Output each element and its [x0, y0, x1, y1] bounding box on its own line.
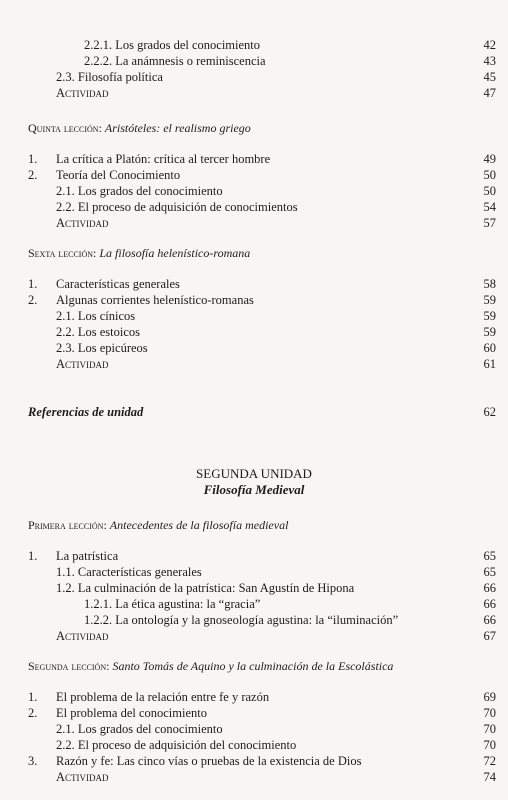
entry-page: 66: [483, 597, 496, 611]
toc-entry: [0, 69, 508, 85]
entry-title: 2.2. El proceso de adquisición del conocimiento: [56, 738, 297, 752]
entry-title: 2.2.2. La anámnesis o reminiscencia: [84, 54, 266, 68]
lesson-heading: [0, 120, 508, 136]
entry-title: Teoría del Conocimiento: [56, 168, 181, 182]
toc-entry: [0, 548, 508, 564]
entry-page: 62: [483, 405, 496, 419]
toc-entry: [0, 628, 508, 644]
entry-title: La patrística: [56, 549, 119, 563]
unit-subtitle: Filosofía Medieval: [203, 482, 305, 497]
entry-title: 2.2.1. Los grados del conocimiento: [84, 38, 261, 52]
toc-entry: [0, 564, 508, 580]
entry-title: Actividad: [56, 770, 109, 784]
entry-page: 59: [483, 309, 496, 323]
entry-page: 74: [483, 770, 496, 784]
entry-title: Actividad: [56, 216, 109, 230]
entry-page: 70: [483, 738, 496, 752]
toc-entry: [0, 199, 508, 215]
entry-title: 2.1. Los grados del conocimiento: [56, 184, 223, 198]
toc-entry: [0, 721, 508, 737]
toc-entry: [0, 292, 508, 308]
toc-entry: [0, 53, 508, 69]
entry-page: 69: [483, 690, 496, 704]
entry-page: 65: [483, 549, 496, 563]
entry-page: 59: [483, 293, 496, 307]
toc-entry: [0, 340, 508, 356]
entry-page: 60: [483, 341, 496, 355]
lesson-label: Quinta lección:: [28, 121, 102, 135]
entry-title: El problema del conocimiento: [56, 706, 207, 720]
toc-entry: [0, 596, 508, 612]
entry-page: 45: [483, 70, 496, 84]
entry-title: 2.1. Los grados del conocimiento: [56, 722, 223, 736]
toc-entry: [0, 356, 508, 372]
entry-page: 50: [483, 184, 496, 198]
entry-page: 66: [483, 613, 496, 627]
entry-page: 47: [483, 86, 496, 100]
toc-entry: [0, 37, 508, 53]
entry-number: 1.: [28, 152, 38, 166]
entry-page: 65: [483, 565, 496, 579]
entry-title: 2.2. Los estoicos: [56, 325, 141, 339]
entry-title: 2.3. Los epicúreos: [56, 341, 148, 355]
entry-page: 72: [483, 754, 496, 768]
lesson-heading: [0, 517, 508, 533]
toc-entry: [0, 324, 508, 340]
toc-entry: [0, 151, 508, 167]
entry-title: 1.2. La culminación de la patrística: San Agustín de Hipona: [56, 581, 355, 595]
entry-number: 2.: [28, 293, 38, 307]
entry-page: 54: [483, 200, 496, 214]
entry-title: Razón y fe: Las cinco vías o pruebas de la existencia de Dios: [56, 754, 362, 768]
toc-entry: [0, 612, 508, 628]
toc-entry: [0, 215, 508, 231]
entry-page: 50: [483, 168, 496, 182]
toc-entry: [0, 689, 508, 705]
lesson-title: Antecedentes de la filosofía medieval: [109, 518, 289, 532]
entry-number: 1.: [28, 277, 38, 291]
lesson-label: Sexta lección:: [28, 246, 97, 260]
entry-title: 2.1. Los cínicos: [56, 309, 136, 323]
entry-page: 42: [483, 38, 496, 52]
lesson-title: La filosofía helenístico-romana: [99, 246, 251, 260]
entry-title: Actividad: [56, 357, 109, 371]
entry-title: 1.1. Características generales: [56, 565, 202, 579]
entry-page: 70: [483, 722, 496, 736]
entry-page: 61: [483, 357, 496, 371]
entry-page: 59: [483, 325, 496, 339]
entry-page: 66: [483, 581, 496, 595]
lesson-title: Aristóteles: el realismo griego: [104, 121, 251, 135]
entry-page: 58: [483, 277, 496, 291]
entry-number: 3.: [28, 754, 38, 768]
toc-entry-references: [0, 404, 508, 420]
toc-entry: [0, 737, 508, 753]
entry-number: 1.: [28, 690, 38, 704]
entry-number: 2.: [28, 168, 38, 182]
toc-entry: [0, 183, 508, 199]
lesson-label: Primera lección:: [28, 518, 107, 532]
entry-title: Características generales: [56, 277, 180, 291]
entry-page: 57: [483, 216, 496, 230]
entry-title: 2.3. Filosofía política: [56, 70, 163, 84]
toc-entry: [0, 167, 508, 183]
entry-page: 43: [483, 54, 496, 68]
lesson-label: Segunda lección:: [28, 659, 110, 673]
lesson-heading: [0, 245, 508, 261]
lesson-heading: [0, 658, 508, 674]
entry-number: 2.: [28, 706, 38, 720]
entry-page: 70: [483, 706, 496, 720]
entry-title: Actividad: [56, 86, 109, 100]
entry-title: El problema de la relación entre fe y razón: [56, 690, 270, 704]
entry-page: 49: [483, 152, 496, 166]
unit-heading: SEGUNDA UNIDAD: [196, 466, 312, 481]
toc-entry: [0, 769, 508, 785]
toc-entry: [0, 276, 508, 292]
entry-title: Actividad: [56, 629, 109, 643]
toc-entry: [0, 753, 508, 769]
entry-title: Algunas corrientes helenístico-romanas: [56, 293, 254, 307]
toc-entry: [0, 85, 508, 101]
entry-number: 1.: [28, 549, 38, 563]
entry-page: 67: [483, 629, 496, 643]
lesson-title: Santo Tomás de Aquino y la culminación de la Escolástica: [112, 659, 394, 673]
entry-title: La crítica a Platón: crítica al tercer hombre: [56, 152, 271, 166]
entry-title: 1.2.1. La ética agustina: la “gracia”: [84, 597, 261, 611]
toc-entry: [0, 705, 508, 721]
entry-title: 2.2. El proceso de adquisición de conocimientos: [56, 200, 298, 214]
toc-entry: [0, 580, 508, 596]
entry-title: 1.2.2. La ontología y la gnoseología agustina: la “iluminación”: [84, 613, 399, 627]
references-title: Referencias de unidad: [28, 405, 144, 419]
toc-entry: [0, 308, 508, 324]
